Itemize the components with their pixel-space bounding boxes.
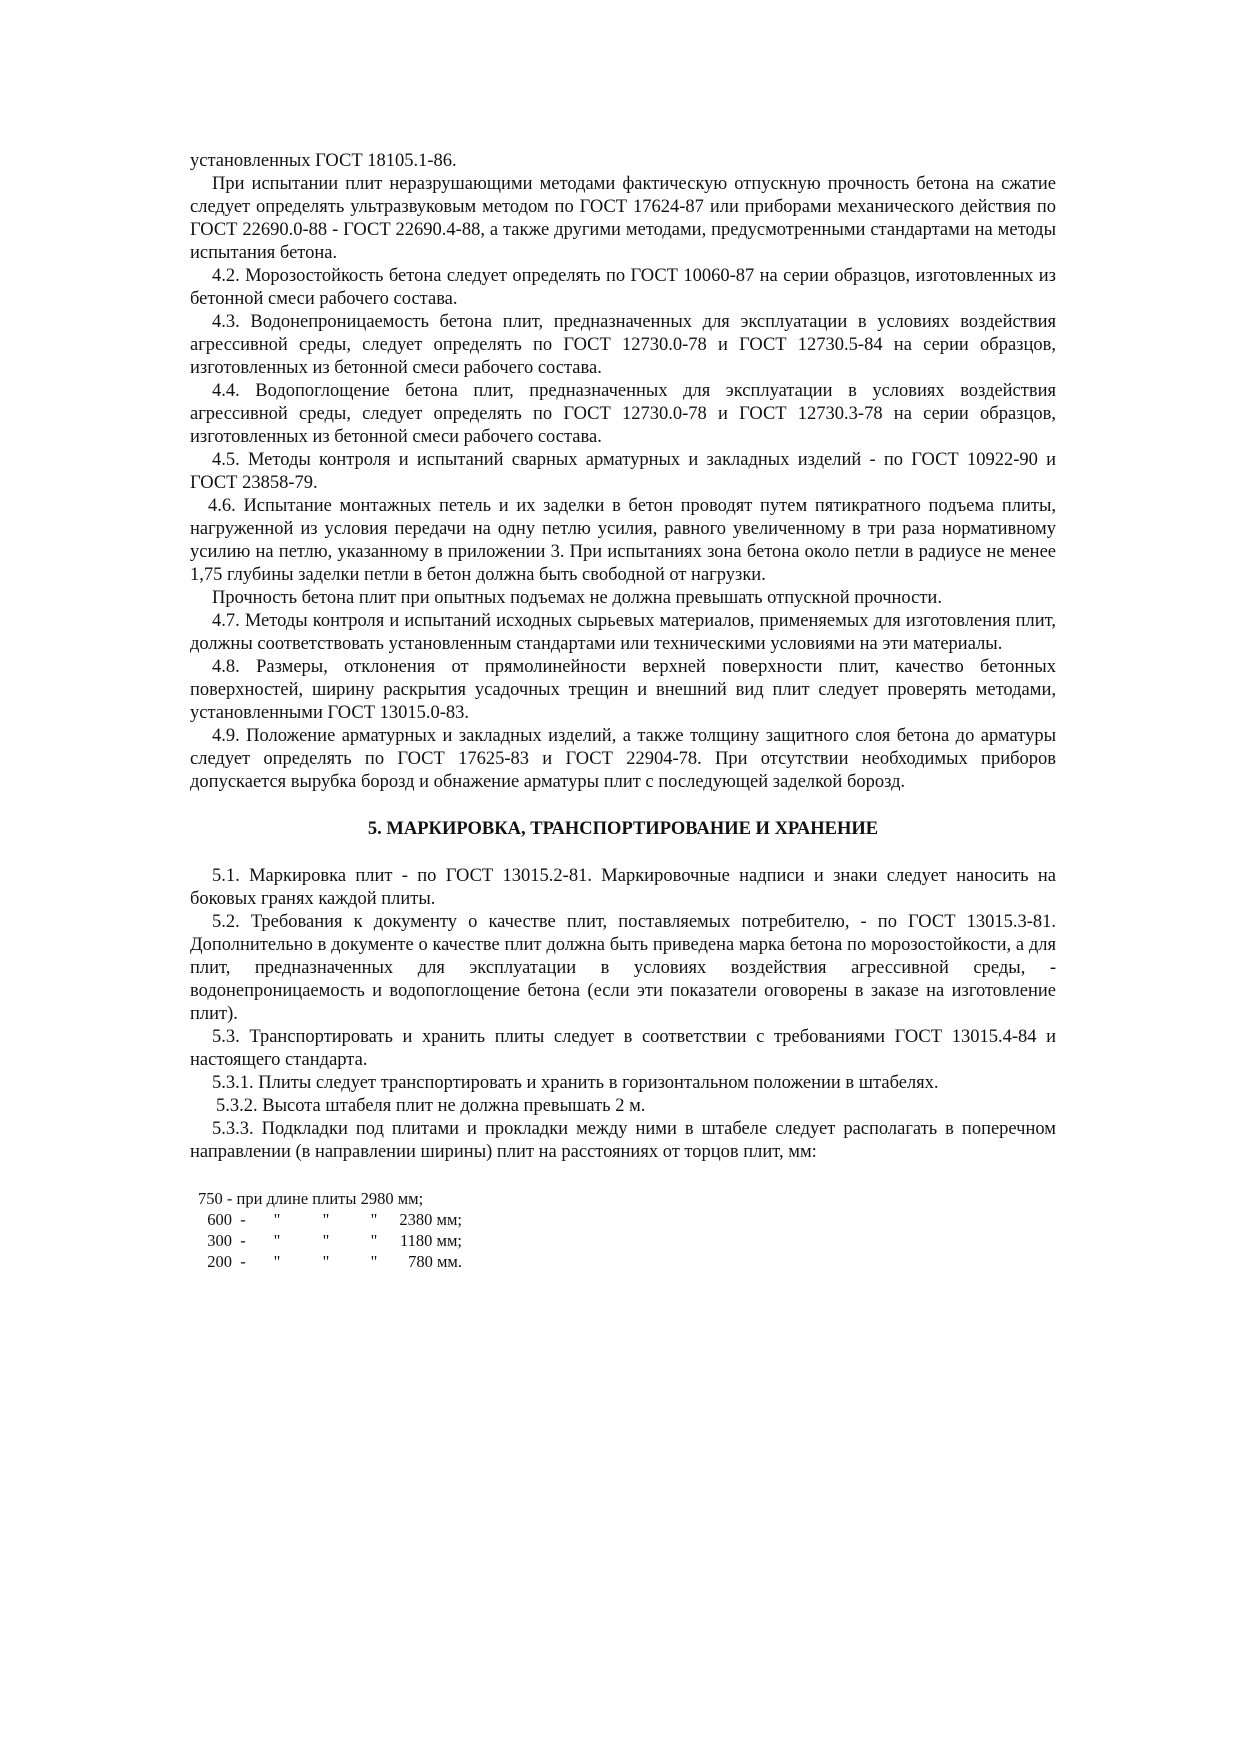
- slab-length: 2380 мм;: [399, 1210, 462, 1229]
- ditto-mark: ": [273, 1252, 281, 1271]
- slab-length: 1180 мм;: [400, 1231, 462, 1250]
- paragraph: При испытании плит неразрушающими методами фактическую отпускную прочность бетона на сжатие следует определять ультразвуковым методом по ГОСТ 17624-87 или приборами механического действия по ГОСТ 22690.0-88 - ГОСТ 22690.4-88, а также другими методами, предусмотренными стандартами на методы испытания бетона.: [190, 174, 1056, 263]
- paragraph: 4.4. Водопоглощение бетона плит, предназначенных для эксплуатации в условиях воздействия агрессивной среды, следует определять по ГОСТ 12730.0-78 и ГОСТ 12730.3-78 на серии образцов, изготовленных из бетонной смеси рабочего состава.: [190, 381, 1056, 447]
- section-5-heading: 5. МАРКИРОВКА, ТРАНСПОРТИРОВАНИЕ И ХРАНЕНИЕ: [367, 819, 879, 839]
- paragraph: Прочность бетона плит при опытных подъемах не должна превышать отпускной прочности.: [212, 588, 942, 608]
- ditto-mark: ": [370, 1252, 378, 1271]
- paragraph: 4.5. Методы контроля и испытаний сварных арматурных и закладных изделий - по ГОСТ 10922-90 и ГОСТ 23858-79.: [190, 450, 1056, 493]
- spacing-value: 200: [207, 1252, 232, 1271]
- paragraph: 5.3.3. Подкладки под плитами и прокладки между ними в штабеле следует располагать в поперечном направлении (в направлении ширины) плит на расстояниях от торцов плит, мм:: [190, 1119, 1056, 1162]
- paragraph: 4.3. Водонепроницаемость бетона плит, предназначенных для эксплуатации в условиях воздействия агрессивной среды, следует определять по ГОСТ 12730.0-78 и ГОСТ 12730.5-84 на серии образцов, изготовленных из бетонной смеси рабочего состава.: [190, 312, 1056, 378]
- document-body: [190, 150, 1056, 1272]
- paragraph: 4.6. Испытание монтажных петель и их заделки в бетон проводят путем пятикратного подъема плиты, нагруженной из условия передачи на одну петлю усилия, равного увеличенному в три раза нормативному усилию на петлю, указанному в приложении 3. При испытаниях зона бетона около петли в радиусе не менее 1,75 глубины заделки петли в бетон должна быть свободной от нагрузки.: [190, 496, 1056, 585]
- section-5-text: [190, 865, 1056, 1164]
- spacing-dash: -: [240, 1252, 246, 1271]
- paragraph: 4.8. Размеры, отклонения от прямолинейности верхней поверхности плит, качество бетонных поверхностей, ширину раскрытия усадочных трещин и внешний вид плит следует проверять методами, установленными ГОСТ 13015.0-83.: [190, 657, 1056, 723]
- ditto-mark: ": [273, 1231, 281, 1250]
- paragraph: 4.7. Методы контроля и испытаний исходных сырьевых материалов, применяемых для изготовления плит, должны соответствовать установленным стандартами или техническими условиями на эти материалы.: [190, 611, 1056, 654]
- paragraph: 4.9. Положение арматурных и закладных изделий, а также толщину защитного слоя бетона до арматуры следует определять по ГОСТ 17625-83 и ГОСТ 22904-78. При отсутствии необходимых приборов допускается вырубка борозд и обнажение арматуры плит с последующей заделкой борозд.: [190, 726, 1056, 792]
- spacing-value: 300: [207, 1231, 232, 1250]
- ditto-mark: ": [370, 1210, 378, 1229]
- spacing-dash: -: [240, 1231, 246, 1250]
- paragraph: 5.3.1. Плиты следует транспортировать и хранить в горизонтальном положении в штабелях.: [212, 1073, 939, 1093]
- spacing-row: [198, 1188, 1056, 1209]
- paragraph: 5.3. Транспортировать и хранить плиты следует в соответствии с требованиями ГОСТ 13015.4-84 и настоящего стандарта.: [190, 1027, 1056, 1070]
- spacing-row: [198, 1209, 1056, 1230]
- paragraph: 5.3.2. Высота штабеля плит не должна превышать 2 м.: [216, 1096, 646, 1116]
- section-4-text: [190, 150, 1056, 794]
- ditto-mark: ": [273, 1210, 281, 1229]
- ditto-mark: ": [370, 1231, 378, 1250]
- ditto-mark: ": [322, 1252, 330, 1271]
- paragraph: установленных ГОСТ 18105.1-86.: [190, 151, 457, 171]
- spacing-row: [198, 1251, 1056, 1272]
- ditto-mark: ": [322, 1210, 330, 1229]
- spacing-row-text: 750 - при длине плиты 2980 мм;: [198, 1189, 424, 1208]
- ditto-mark: ": [322, 1231, 330, 1250]
- spacing-value: 600: [207, 1210, 232, 1229]
- paragraph: 5.2. Требования к документу о качестве плит, поставляемых потребителю, - по ГОСТ 13015.3-81. Дополнительно в документе о качестве плит должна быть приведена марка бетона по морозостойкости, а для плит, предназначенных для эксплуатации в условиях воздействия агрессивной среды, - водонепроницаемость и водопоглощение бетона (если эти показатели оговорены в заказе на изготовление плит).: [190, 912, 1056, 1024]
- slab-length: 780 мм.: [408, 1252, 462, 1271]
- paragraph: 5.1. Маркировка плит - по ГОСТ 13015.2-81. Маркировочные надписи и знаки следует наносить на боковых гранях каждой плиты.: [190, 866, 1056, 909]
- paragraph: 4.2. Морозостойкость бетона следует определять по ГОСТ 10060-87 на серии образцов, изготовленных из бетонной смеси рабочего состава.: [190, 266, 1056, 309]
- spacing-table: [198, 1188, 1056, 1272]
- spacing-dash: -: [240, 1210, 246, 1229]
- spacing-row: [198, 1230, 1056, 1251]
